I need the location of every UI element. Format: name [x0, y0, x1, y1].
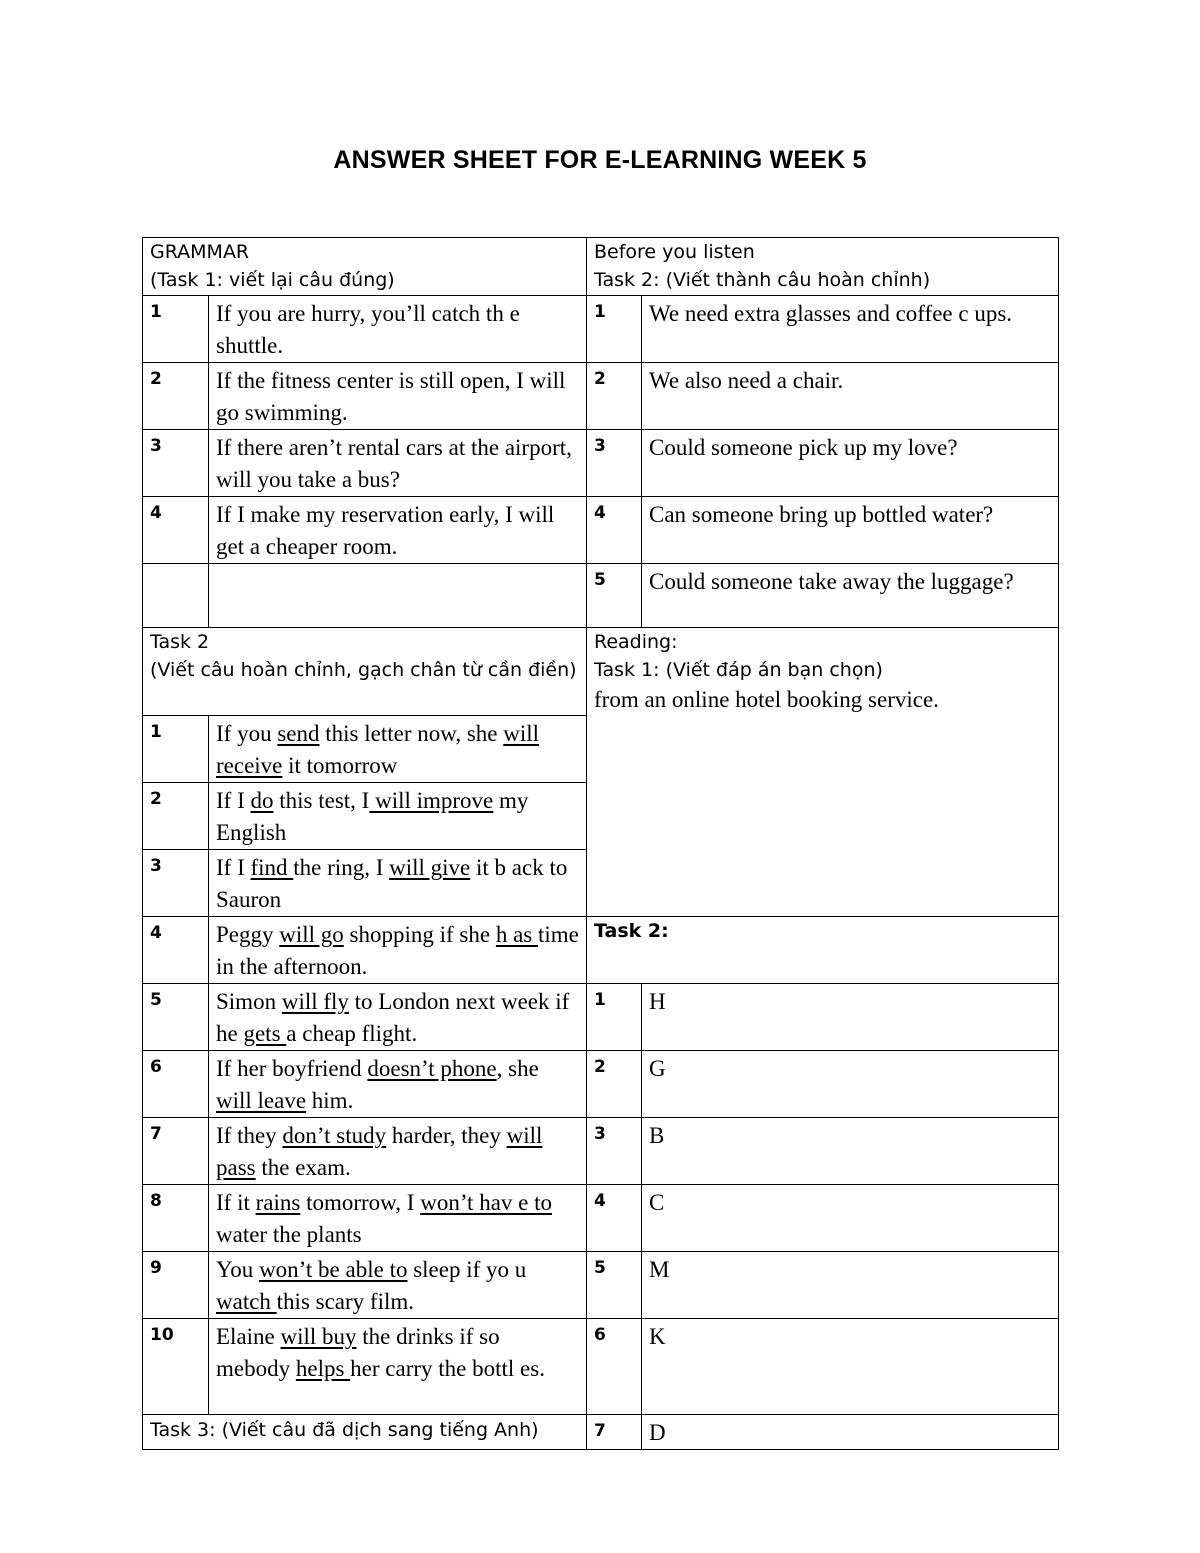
grammar-task1-num: 3	[143, 430, 209, 497]
listening-answer: Could someone pick up my love?	[642, 430, 1059, 497]
listening-answer: We need extra glasses and coffee c ups.	[642, 296, 1059, 363]
listening-num: 1	[587, 296, 642, 363]
reading-task1-cell	[587, 628, 1059, 917]
reading-task1-answer: from an online hotel booking service.	[594, 687, 939, 712]
grammar-task2-num: 8	[143, 1185, 209, 1252]
reading-task2-num: 7	[587, 1415, 642, 1450]
reading-task2-answer: H	[642, 984, 1059, 1051]
reading-task2-answer: C	[642, 1185, 1059, 1252]
listening-num: 4	[587, 497, 642, 564]
reading-task2-num: 4	[587, 1185, 642, 1252]
listening-task2-label: Task 2: (Viết thành câu hoàn chỉnh)	[594, 269, 931, 291]
grammar-task2-num: 7	[143, 1118, 209, 1185]
grammar-task2-num: 2	[143, 783, 209, 850]
listening-heading: Before you listen	[594, 241, 755, 263]
grammar-task2-answer: Peggy will go shopping if she h as time in the afternoon.	[209, 917, 587, 984]
grammar-task2-answer: Elaine will buy the drinks if so mebody helps her carry the bottl es.	[209, 1319, 587, 1415]
reading-task2-num: 3	[587, 1118, 642, 1185]
grammar-task1-answer: If I make my reservation early, I will get a cheaper room.	[209, 497, 587, 564]
grammar-task2-num: 4	[143, 917, 209, 984]
grammar-task2-answer: If I find the ring, I will give it b ack to Sauron	[209, 850, 587, 917]
grammar-task1-answer: If you are hurry, you’ll catch th e shuttle.	[209, 296, 587, 363]
reading-task1-label: Task 1: (Viết đáp án bạn chọn)	[594, 659, 883, 681]
grammar-task1-answer: If the fitness center is still open, I will go swimming.	[209, 363, 587, 430]
reading-task2-num: 5	[587, 1252, 642, 1319]
reading-task2-answer: G	[642, 1051, 1059, 1118]
grammar-task1-label: (Task 1: viết lại câu đúng)	[150, 269, 395, 291]
reading-task2-answer: M	[642, 1252, 1059, 1319]
grammar-task1-answer: If there aren’t rental cars at the airport, will you take a bus?	[209, 430, 587, 497]
grammar-task3-label: Task 3: (Viết câu đã dịch sang tiếng Anh)	[143, 1415, 587, 1450]
grammar-task2-answer: Simon will fly to London next week if he gets a cheap flight.	[209, 984, 587, 1051]
grammar-header-cell	[143, 238, 587, 296]
page-title: ANSWER SHEET FOR E-LEARNING WEEK 5	[333, 146, 867, 174]
listening-num: 3	[587, 430, 642, 497]
reading-task2-answer: B	[642, 1118, 1059, 1185]
grammar-task2-instruction: (Viết câu hoàn chỉnh, gạch chân từ cần điền)	[150, 659, 577, 681]
grammar-task2-header-cell	[143, 628, 587, 716]
empty-cell	[209, 564, 587, 628]
grammar-task2-answer: If you send this letter now, she will receive it tomorrow	[209, 716, 587, 783]
grammar-task2-answer: If they don’t study harder, they will pass the exam.	[209, 1118, 587, 1185]
grammar-task2-answer: You won’t be able to sleep if yo u watch this scary film.	[209, 1252, 587, 1319]
listening-answer: Can someone bring up bottled water?	[642, 497, 1059, 564]
listening-answer: We also need a chair.	[642, 363, 1059, 430]
grammar-task2-label: Task 2	[150, 631, 210, 653]
reading-task2-num: 2	[587, 1051, 642, 1118]
listening-answer: Could someone take away the luggage?	[642, 564, 1059, 628]
reading-task2-label: Task 2:	[587, 917, 1059, 984]
grammar-task2-answer: If it rains tomorrow, I won’t hav e to water the plants	[209, 1185, 587, 1252]
grammar-task2-num: 1	[143, 716, 209, 783]
reading-task2-num: 6	[587, 1319, 642, 1415]
grammar-task1-num: 1	[143, 296, 209, 363]
empty-cell	[143, 564, 209, 628]
listening-num: 2	[587, 363, 642, 430]
reading-task2-answer: D	[642, 1415, 1059, 1450]
answer-table	[142, 237, 1059, 1450]
grammar-heading: GRAMMAR	[150, 241, 250, 263]
reading-heading: Reading:	[594, 631, 678, 653]
reading-task2-num: 1	[587, 984, 642, 1051]
listening-header-cell	[587, 238, 1059, 296]
grammar-task2-answer: If I do this test, I will improve my English	[209, 783, 587, 850]
grammar-task1-num: 2	[143, 363, 209, 430]
grammar-task2-answer: If her boyfriend doesn’t phone, she will leave him.	[209, 1051, 587, 1118]
grammar-task2-num: 5	[143, 984, 209, 1051]
reading-task2-answer: K	[642, 1319, 1059, 1415]
grammar-task1-num: 4	[143, 497, 209, 564]
grammar-task2-num: 6	[143, 1051, 209, 1118]
listening-num: 5	[587, 564, 642, 628]
grammar-task2-num: 9	[143, 1252, 209, 1319]
grammar-task2-num: 10	[143, 1319, 209, 1415]
grammar-task2-num: 3	[143, 850, 209, 917]
